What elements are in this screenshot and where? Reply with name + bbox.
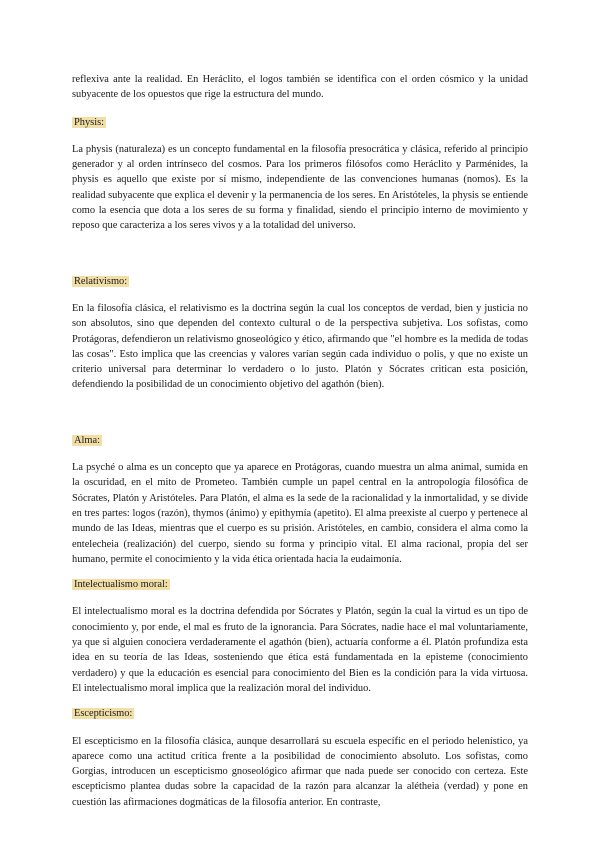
term-heading-relativismo	[72, 274, 528, 289]
definition-paragraph-intelectualismo-moral: El intelectualismo moral es la doctrina defendida por Sócrates y Platón, según la cual la virtud es un tipo de conocimiento y, por ende, el mal es fruto de la ignorancia. Para Sócrates, nadie hace el mal voluntariamente, ya que si alguien conociera verdaderamente el agathón (bien), actuaría conforme a él. Platón profundiza esta idea en su teoría de las Ideas, sosteniendo que ética está fundamentada en la episteme (conocimiento verdadero) y que la educación es esencial para conocimiento del Bien es la condición para la vida virtuosa. El intelectualismo moral implica que la realización moral del individuo.	[72, 606, 528, 694]
term-label: Escepticismo:	[74, 708, 133, 720]
definition-paragraph-escepticismo: El escepticismo en la filosofía clásica, aunque desarrollará su escuela específic en el periodo helenístico, ya aparece como una actitud crítica frente a la posibilidad de conocimiento absoluto. Los sofistas, como Gorgias, introducen un escepticismo gnoseológico afirmar que nada puede ser conocido con certeza. Este escepticismo plantea dudas sobre la capacidad de la razón para alcanzar la alétheia (verdad) y pone en cuestión las afirmaciones dogmáticas de la filosofía anterior. En contraste,	[72, 735, 528, 808]
term-label: Relativismo:	[74, 275, 128, 287]
term-heading-alma	[72, 433, 528, 448]
term-heading-physis	[72, 115, 528, 130]
term-heading-intelectualismo-moral	[72, 577, 528, 592]
definition-paragraph-alma: La psyché o alma es un concepto que ya aparece en Protágoras, cuando muestra un alma animal, sumida en la oscuridad, en el mito de Prometeo. También cumple un papel central en la antropología filosófica de Sócrates, Platón y Aristóteles. Para Platón, el alma es la sede de la racionalidad y la inmortalidad, y se divide en tres partes: logos (razón), thymos (ánimo) y epithymía (apetito). El alma preexiste al cuerpo y pertenece al mundo de las Ideas, mientras que el cuerpo es su prisión. Aristóteles, en cambio, considera el alma como la entelecheia (realización) del cuerpo, siendo su forma y principio vital. El alma racional, propia del ser humano, permite el conocimiento y la vida ética orientada hacia la eudaimonía.	[72, 462, 528, 565]
definition-paragraph-relativismo: En la filosofía clásica, el relativismo es la doctrina según la cual los conceptos de verdad, bien y justicia no son absolutos, sino que dependen del contexto cultural o de la perspectiva subjetiva. Los sofistas, como Protágoras, defendieron un relativismo gnoseológico y ético, afirmando que "el hombre es la medida de todas las cosas". Esto implica que las creencias y valores varían según cada individuo o polis, y que no existe un criterio universal para determinar lo verdadero o lo justo. Platón y Sócrates critican esta posición, defendiendo la posibilidad de un conocimiento objetivo del agathón (bien).	[72, 302, 528, 391]
term-heading-escepticismo	[72, 706, 528, 721]
term-label: Alma:	[74, 434, 100, 446]
intro-paragraph: reflexiva ante la realidad. En Heráclito, el logos también se identifica con el orden cósmico y la unidad subyacente de los opuestos que rige la estructura del mundo.	[72, 74, 528, 101]
term-label: Intelectualismo moral:	[74, 579, 168, 591]
definition-paragraph-physis: La physis (naturaleza) es un concepto fundamental en la filosofía presocrática y clásica, referido al principio generador y al orden intrínseco del cosmos. Para los primeros filósofos como Heráclito y Parménides, la physis es aquello que existe por sí mismo, independiente de las convenciones humanas (nomos). Es la realidad subyacente que explica el devenir y la permanencia de los seres. En Aristóteles, la physis se entiende como la esencia que dota a los seres de su forma y finalidad, siendo el principio interno de movimiento y reposo que caracteriza a los seres vivos y a la totalidad del universo.	[72, 143, 528, 232]
term-label: Physis:	[74, 116, 105, 128]
